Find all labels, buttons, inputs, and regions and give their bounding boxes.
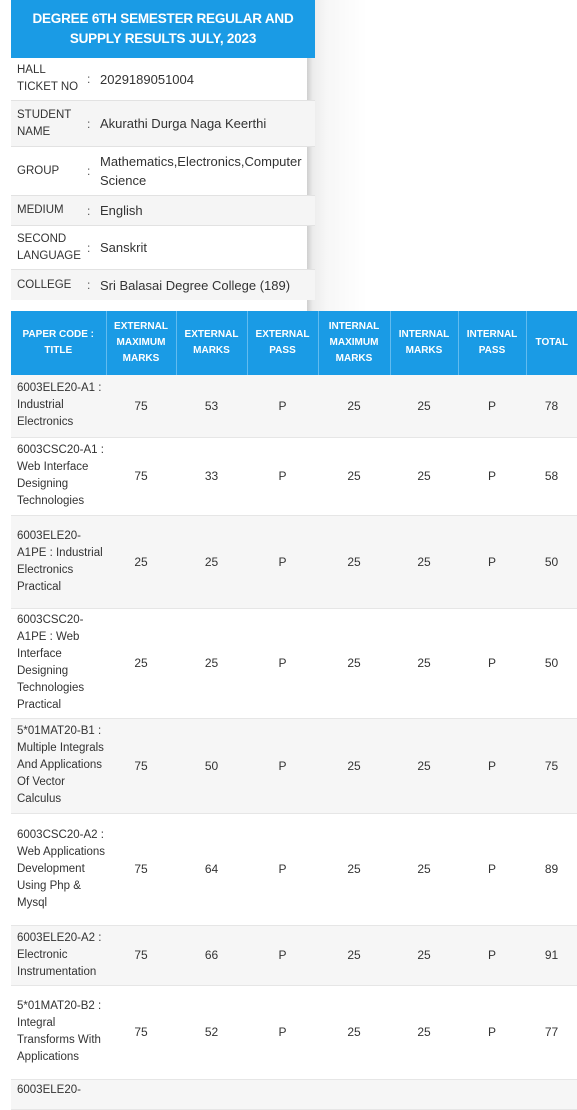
paper-title: 6003ELE20-A2 : Electronic Instrumentation — [11, 925, 106, 985]
int-marks-cell: 25 — [390, 925, 458, 985]
total-cell: 75 — [526, 718, 577, 813]
table-row — [11, 375, 577, 437]
int-marks-cell: 25 — [390, 515, 458, 608]
int-max-cell: 25 — [318, 813, 390, 925]
results-title: DEGREE 6TH SEMESTER REGULAR AND SUPPLY RESULTS JULY, 2023 — [32, 11, 294, 46]
ext-pass-cell: P — [247, 718, 318, 813]
ext-marks-cell — [176, 1079, 247, 1109]
info-separator: : — [87, 164, 91, 178]
info-separator: : — [87, 72, 91, 86]
ext-marks-cell: 52 — [176, 985, 247, 1079]
ext-max-cell: 75 — [106, 375, 176, 437]
info-label: HALL TICKET NO — [17, 64, 79, 93]
ext-max-cell: 75 — [106, 925, 176, 985]
page-side-shadow — [307, 0, 577, 312]
ext-max-cell: 75 — [106, 437, 176, 515]
ext-max-cell: 25 — [106, 515, 176, 608]
paper-title: 6003CSC20-A2 : Web Applications Development Using Php & Mysql — [11, 813, 106, 925]
results-table — [11, 311, 577, 1110]
int-max-cell: 25 — [318, 718, 390, 813]
info-row-second-language — [11, 226, 315, 270]
ext-pass-cell: P — [247, 985, 318, 1079]
col-header-int-marks: INTERNAL MARKS — [390, 311, 458, 375]
total-cell: 78 — [526, 375, 577, 437]
int-pass-cell: P — [458, 718, 526, 813]
int-pass-cell: P — [458, 925, 526, 985]
ext-marks-cell: 33 — [176, 437, 247, 515]
paper-title: 6003ELE20- — [11, 1079, 106, 1109]
student-info-list — [11, 58, 315, 300]
table-row — [11, 608, 577, 718]
paper-title: 6003CSC20-A1PE : Web Interface Designing Technologies Practical — [11, 608, 106, 718]
table-row — [11, 437, 577, 515]
info-value: Sri Balasai Degree College (189) — [100, 277, 291, 293]
info-row-hall-ticket — [11, 58, 315, 101]
info-value: Mathematics,Electronics,Computer Science — [100, 154, 302, 188]
int-marks-cell — [390, 1079, 458, 1109]
ext-max-cell: 75 — [106, 718, 176, 813]
ext-max-cell: 75 — [106, 985, 176, 1079]
col-header-ext-marks: EXTERNAL MARKS — [176, 311, 247, 375]
int-max-cell: 25 — [318, 437, 390, 515]
int-pass-cell: P — [458, 813, 526, 925]
ext-pass-cell: P — [247, 813, 318, 925]
int-pass-cell: P — [458, 608, 526, 718]
info-row-college — [11, 270, 315, 300]
int-max-cell — [318, 1079, 390, 1109]
int-marks-cell: 25 — [390, 437, 458, 515]
col-header-int-pass: INTERNAL PASS — [458, 311, 526, 375]
paper-title: 6003ELE20-A1PE : Industrial Electronics Practical — [11, 515, 106, 608]
ext-marks-cell: 53 — [176, 375, 247, 437]
table-row — [11, 1079, 577, 1109]
info-separator: : — [87, 116, 91, 131]
total-cell: 50 — [526, 515, 577, 608]
int-marks-cell: 25 — [390, 608, 458, 718]
info-label: STUDENT NAME — [17, 108, 72, 138]
int-max-cell: 25 — [318, 515, 390, 608]
info-row-medium — [11, 196, 315, 226]
total-cell: 50 — [526, 608, 577, 718]
info-value: English — [100, 203, 143, 218]
int-pass-cell — [458, 1079, 526, 1109]
int-pass-cell: P — [458, 985, 526, 1079]
table-row — [11, 985, 577, 1079]
info-label: GROUP — [17, 164, 60, 177]
int-marks-cell: 25 — [390, 985, 458, 1079]
ext-marks-cell: 66 — [176, 925, 247, 985]
int-pass-cell: P — [458, 437, 526, 515]
ext-pass-cell: P — [247, 515, 318, 608]
student-info-card — [11, 0, 315, 300]
info-value: 2029189051004 — [100, 71, 194, 87]
ext-marks-cell: 64 — [176, 813, 247, 925]
ext-max-cell: 75 — [106, 813, 176, 925]
paper-title: 5*01MAT20-B2 : Integral Transforms With Applications — [11, 985, 106, 1079]
col-header-int-max: INTERNAL MAXIMUM MARKS — [318, 311, 390, 375]
info-separator: : — [87, 203, 91, 218]
info-value: Akurathi Durga Naga Keerthi — [100, 116, 267, 131]
info-row-group — [11, 147, 315, 196]
ext-max-cell: 25 — [106, 608, 176, 718]
int-max-cell: 25 — [318, 608, 390, 718]
int-pass-cell: P — [458, 375, 526, 437]
info-label: COLLEGE — [17, 278, 72, 291]
int-max-cell: 25 — [318, 985, 390, 1079]
info-label: SECOND LANGUAGE — [17, 232, 81, 262]
ext-pass-cell — [247, 1079, 318, 1109]
int-max-cell: 25 — [318, 925, 390, 985]
results-banner — [11, 0, 315, 58]
paper-title: 5*01MAT20-B1 : Multiple Integrals And Applications Of Vector Calculus — [11, 718, 106, 813]
col-header-paper: PAPER CODE : TITLE — [11, 311, 106, 375]
int-marks-cell: 25 — [390, 718, 458, 813]
ext-pass-cell: P — [247, 608, 318, 718]
ext-marks-cell: 50 — [176, 718, 247, 813]
table-row — [11, 925, 577, 985]
ext-max-cell — [106, 1079, 176, 1109]
total-cell: 58 — [526, 437, 577, 515]
table-row — [11, 515, 577, 608]
total-cell: 91 — [526, 925, 577, 985]
info-row-student-name — [11, 101, 315, 147]
int-pass-cell: P — [458, 515, 526, 608]
info-label: MEDIUM — [17, 204, 64, 216]
col-header-ext-max: EXTERNAL MAXIMUM MARKS — [106, 311, 176, 375]
int-max-cell: 25 — [318, 375, 390, 437]
ext-pass-cell: P — [247, 925, 318, 985]
ext-pass-cell: P — [247, 437, 318, 515]
info-separator: : — [87, 278, 91, 292]
total-cell: 89 — [526, 813, 577, 925]
table-row — [11, 718, 577, 813]
col-header-ext-pass: EXTERNAL PASS — [247, 311, 318, 375]
ext-marks-cell: 25 — [176, 608, 247, 718]
info-value: Sanskrit — [100, 240, 147, 255]
col-header-total: TOTAL — [526, 311, 577, 375]
results-table-body — [11, 375, 577, 1109]
int-marks-cell: 25 — [390, 375, 458, 437]
int-marks-cell: 25 — [390, 813, 458, 925]
header-row — [11, 311, 577, 375]
ext-marks-cell: 25 — [176, 515, 247, 608]
paper-title: 6003ELE20-A1 : Industrial Electronics — [11, 375, 106, 437]
total-cell — [526, 1079, 577, 1109]
paper-title: 6003CSC20-A1 : Web Interface Designing Technologies — [11, 437, 106, 515]
info-separator: : — [87, 240, 91, 255]
total-cell: 77 — [526, 985, 577, 1079]
ext-pass-cell: P — [247, 375, 318, 437]
table-row — [11, 813, 577, 925]
results-table-header — [11, 311, 577, 375]
